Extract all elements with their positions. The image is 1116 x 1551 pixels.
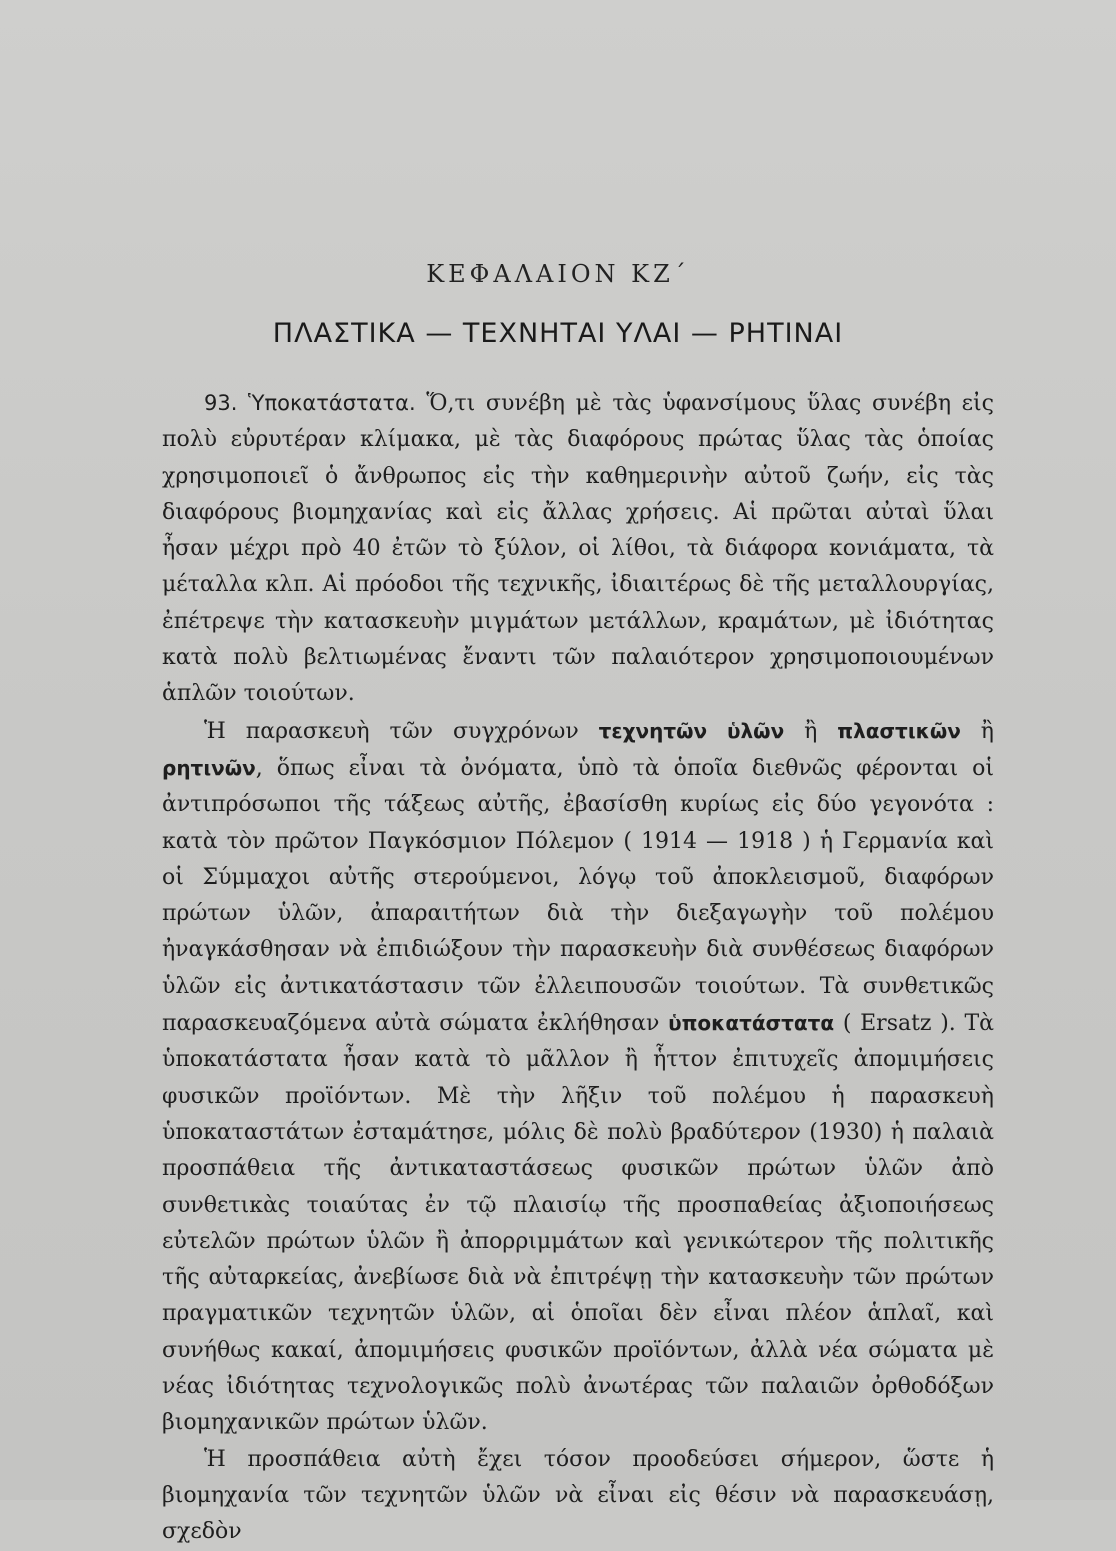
paragraph-3: Ἡ προσπάθεια αὐτὴ ἔχει τόσον προοδεύσει σήμερον, ὥστε ἡ βιομηχανία τῶν τεχνητῶν ὑλῶν νὰ εἶναι εἰς θέσιν νὰ παρασκευάσῃ, σχεδὸν — [162, 1446, 994, 1545]
text-run: ἢ — [784, 718, 838, 744]
text-run: Ἡ παρασκευὴ τῶν συγχρόνων — [204, 718, 599, 744]
section-text: Ὅ,τι συνέβη μὲ τὰς ὑφανσίμους ὕλας συνέβη εἰς πολὺ εὐρυτέραν κλίμακα, μὲ τὰς διαφόρους πρώτας ὕλας τὰς ὁποίας χρησιμοποιεῖ ὁ ἄνθρωπος εἰς τὴν καθημερινὴν αὐτοῦ ζωήν, εἰς τὰς διαφόρους βιομηχανίας καὶ εἰς ἄλλας χρήσεις. Αἱ πρῶται αὐταὶ ὕλαι ἦσαν μέχρι πρὸ 40 ἐτῶν τὸ ξύλον, οἱ λίθοι, τὰ διάφορα κονιάματα, τὰ μέταλλα κλπ. Αἱ πρόοδοι τῆς τεχνικῆς, ἰδιαιτέρως δὲ τῆς μεταλλουργίας, ἐπέτρεψε τὴν κατασκευὴν μιγμάτων μετάλλων, κραμάτων, μὲ ἰδιότητας κατὰ πολὺ βελτιωμένας ἔναντι τῶν παλαιότερον χρησιμοποιουμένων ἁπλῶν τοιούτων. — [162, 391, 995, 707]
text-run: , ὅπως εἶναι τὰ ὀνόματα, ὑπὸ τὰ ὁποῖα διεθνῶς φέρονται οἱ ἀντιπρόσωποι τῆς τάξεως αὐτῆς, ἐβασίσθη κυρίως εἰς δύο γεγονότα : κατὰ τὸν πρῶτον Παγκόσμιον Πόλεμον ( 1914 — 1918 ) ἡ Γερμανία καὶ οἱ Σύμμαχοι αὐτῆς στερούμενοι, λόγῳ τοῦ ἀποκλεισμοῦ, διαφόρων πρώτων ὑλῶν, ἀπαραιτήτων διὰ τὴν διεξαγωγὴν τοῦ πολέμου ἠναγκάσθησαν νὰ ἐπιδιώξουν τὴν παρασκευὴν διὰ συνθέσεως διαφόρων ὑλῶν εἰς ἀντικατάστασιν τῶν ἐλλειπουσῶν τοιούτων. Τὰ συνθετικῶς παρασκευαζόμενα αὐτὰ σώματα ἐκλήθησαν — [162, 755, 994, 1037]
body-text — [162, 385, 994, 1551]
bold-term: πλαστικῶν — [837, 718, 961, 743]
paragraph-section-93 — [162, 385, 994, 713]
bold-term: ρητινῶν — [162, 755, 256, 780]
chapter-title: ΠΛΑΣΤΙΚΑ — ΤΕΧΝΗΤΑΙ ΥΛΑΙ — ΡΗΤΙΝΑΙ — [272, 318, 844, 349]
bold-term: τεχνητῶν ὑλῶν — [598, 718, 785, 743]
chapter-heading: ΚΕΦΑΛΑΙΟΝ ΚΖ΄ — [426, 260, 690, 288]
paragraph-2 — [162, 713, 994, 1442]
section-number: 93. — [204, 391, 238, 415]
bold-term: ὑποκατάστατα — [668, 1011, 835, 1036]
text-run: ἢ — [960, 718, 994, 744]
section-heading: Ὑποκατάστατα. — [248, 391, 416, 415]
text-run: ( Ersatz ). Τὰ ὑποκατάστατα ἦσαν κατὰ τὸ μᾶλλον ἢ ἧττον ἐπιτυχεῖς ἀπομιμήσεις φυσικῶν προϊόντων. Μὲ τὴν λῆξιν τοῦ πολέμου ἡ παρασκευὴ ὑποκαταστάτων ἐσταμάτησε, μόλις δὲ πολὺ βραδύτερον (1930) ἡ παλαιὰ προσπάθεια τῆς ἀντικαταστάσεως φυσικῶν πρώτων ὑλῶν ἀπὸ συνθετικὰς τοιαύτας ἐν τῷ πλαισίῳ τῆς προσπαθείας ἀξιοποιήσεως εὐτελῶν πρώτων ὑλῶν ἢ ἀπορριμμάτων καὶ γενικώτερον τῆς πολιτικῆς τῆς αὐταρκείας, ἀνεβίωσε διὰ νὰ ἐπιτρέψῃ τὴν κατασκευὴν τῶν πρώτων πραγματικῶν τεχνητῶν ὑλῶν, αἱ ὁποῖαι δὲν εἶναι πλέον ἁπλαῖ, καὶ συνήθως κακαί, ἀπομιμήσεις φυσικῶν προϊόντων, ἀλλὰ νέα σώματα μὲ νέας ἰδιότητας τεχνολογικῶς πολὺ ἀνωτέρας τῶν παλαιῶν ὀρθοδόξων βιομηχανικῶν πρώτων ὑλῶν. — [162, 1011, 994, 1436]
